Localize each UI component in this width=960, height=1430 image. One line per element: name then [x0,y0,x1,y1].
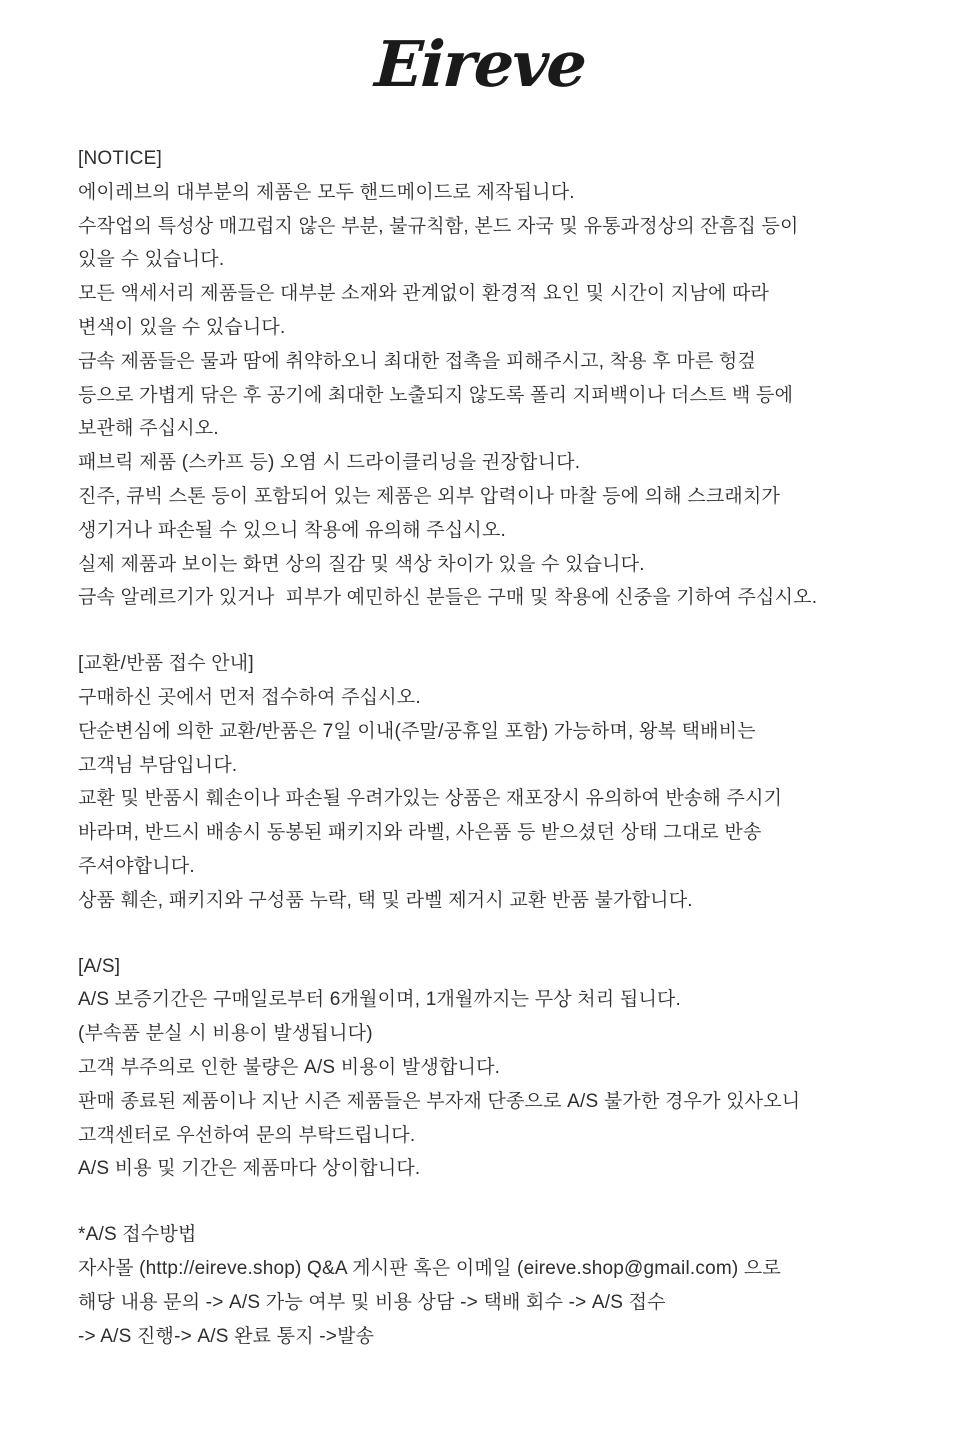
section-notice [78,142,900,615]
as-method-line: -> A/S 진행-> A/S 완료 통지 ->발송 [78,1325,375,1347]
notice-line: 금속 알레르기가 있거나 피부가 예민하신 분들은 구매 및 착용에 신중을 기하여 주십시오. [78,587,818,609]
as-line: 판매 종료된 제품이나 지난 시즌 제품들은 부자재 단종으로 A/S 불가한 경우가 있사오니 [78,1090,801,1112]
as-line: A/S 비용 및 기간은 제품마다 상이합니다. [78,1158,421,1180]
brand-logo: Eireve [373,27,587,101]
notice-line: 변색이 있을 수 있습니다. [78,316,286,338]
notice-content [0,104,960,1353]
notice-line: 진주, 큐빅 스톤 등이 포함되어 있는 제품은 외부 압력이나 마찰 등에 의해 스크래치가 [78,485,781,507]
notice-line: 금속 제품들은 물과 땀에 취약하오니 최대한 접촉을 피해주시고, 착용 후 마른 헝겊 [78,350,757,372]
section-notice-title: [NOTICE] [78,148,162,169]
notice-line: 있을 수 있습니다. [78,249,225,271]
notice-line: 수작업의 특성상 매끄럽지 않은 부분, 불규칙함, 본드 자국 및 유통과정상의 잔흠집 등이 [78,215,799,237]
notice-line: 생기거나 파손될 수 있으니 착용에 유의해 주십시오. [78,519,506,541]
exchange-line: 상품 훼손, 패키지와 구성품 누락, 택 및 라벨 제거시 교환 반품 불가합니다. [78,889,693,911]
section-exchange-return [78,647,900,917]
section-as-method [78,1218,900,1353]
as-method-line: 해당 내용 문의 -> A/S 가능 여부 및 비용 상담 -> 택배 회수 -> A/S 접수 [78,1291,666,1313]
exchange-line: 구매하신 곳에서 먼저 접수하여 주십시오. [78,686,421,708]
section-as-method-title: *A/S 접수방법 [78,1224,197,1246]
notice-line: 등으로 가볍게 닦은 후 공기에 최대한 노출되지 않도록 폴리 지퍼백이나 더스트 백 등에 [78,384,794,406]
section-as [78,950,900,1187]
notice-line: 패브릭 제품 (스카프 등) 오염 시 드라이클리닝을 권장합니다. [78,452,581,474]
notice-line: 모든 액세서리 제품들은 대부분 소재와 관계없이 환경적 요인 및 시간이 지남에 따라 [78,283,770,305]
notice-line: 에이레브의 대부분의 제품은 모두 핸드메이드로 제작됩니다. [78,181,575,203]
exchange-line: 주셔야합니다. [78,855,195,877]
section-as-title: [A/S] [78,955,121,977]
notice-line: 보관해 주십시오. [78,418,219,440]
section-exchange-return-title: [교환/반품 접수 안내] [78,653,254,675]
exchange-line: 고객님 부담입니다. [78,754,238,776]
as-line: 고객 부주의로 인한 불량은 A/S 비용이 발생합니다. [78,1056,501,1078]
as-line: A/S 보증기간은 구매일로부터 6개월이며, 1개월까지는 무상 처리 됩니다. [78,989,682,1011]
as-line: 고객센터로 우선하여 문의 부탁드립니다. [78,1124,416,1146]
brand-header [0,0,960,104]
as-line: (부속품 분실 시 비용이 발생됩니다) [78,1023,373,1045]
exchange-line: 단순변심에 의한 교환/반품은 7일 이내(주말/공휴일 포함) 가능하며, 왕복 택배비는 [78,720,756,742]
notice-line: 실제 제품과 보이는 화면 상의 질감 및 색상 차이가 있을 수 있습니다. [78,553,645,575]
as-method-line: 자사몰 (http://eireve.shop) Q&A 게시판 혹은 이메일 (eireve.shop@gmail.com) 으로 [78,1257,781,1279]
exchange-line: 바라며, 반드시 배송시 동봉된 패키지와 라벨, 사은품 등 받으셨던 상태 그대로 반송 [78,822,762,844]
exchange-line: 교환 및 반품시 훼손이나 파손될 우려가있는 상품은 재포장시 유의하여 반송해 주시기 [78,788,783,810]
